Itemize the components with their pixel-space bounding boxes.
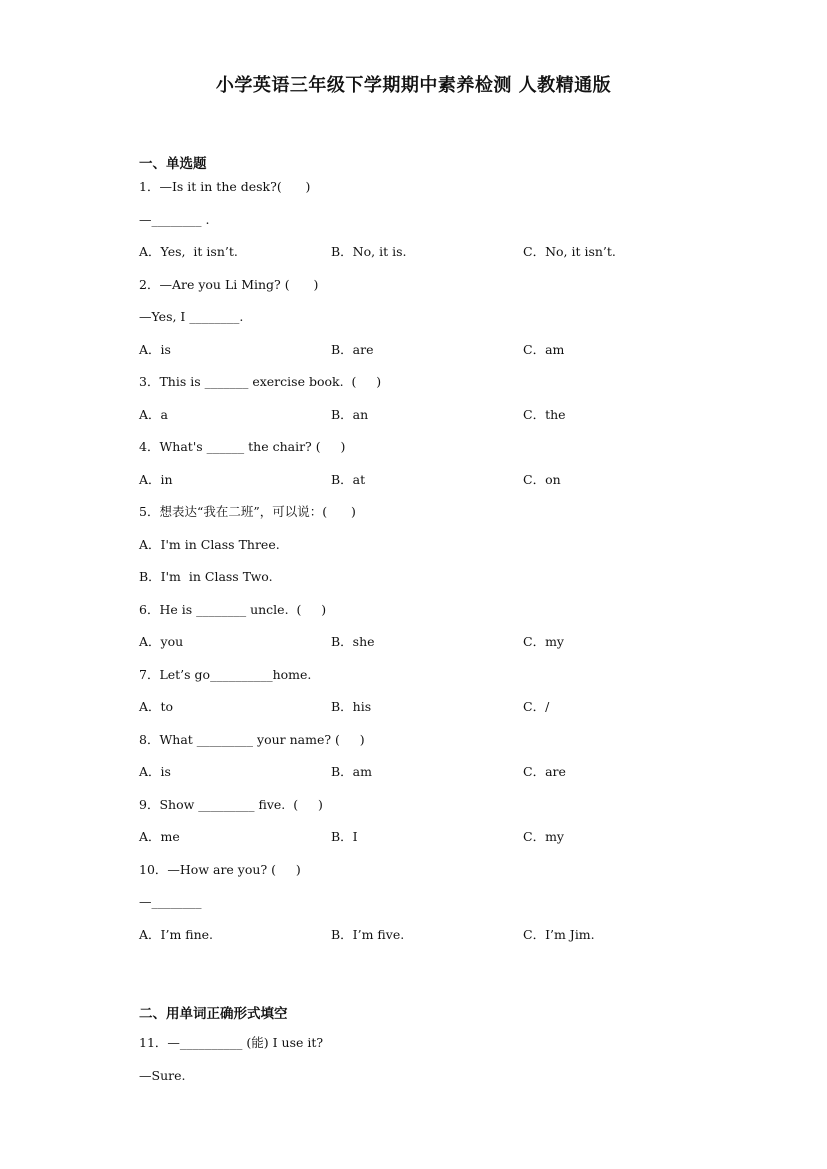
- q3-option-a: A．a: [139, 407, 168, 422]
- section-heading-word-form: 二、用单词正确形式填空: [139, 1006, 288, 1022]
- q1-option-b: B．No, it is.: [331, 244, 407, 259]
- q5-option-a: A．I'm in Class Three.: [139, 537, 280, 552]
- q3-option-b: B．an: [331, 407, 369, 422]
- question-10: 10．—How are you? ( ): [139, 862, 301, 877]
- question-7: 7．Let’s go__________home.: [139, 667, 312, 682]
- q8-option-b: B．am: [331, 764, 372, 779]
- q10-option-a: A．I’m fine.: [139, 927, 214, 942]
- q6-option-b: B．she: [331, 634, 375, 649]
- question-2-answer: —Yes, I ________.: [139, 309, 244, 324]
- question-3: 3．This is _______ exercise book. ( ): [139, 374, 382, 389]
- question-8: 8．What _________ your name? ( ): [139, 732, 365, 747]
- q10-option-c: C．I’m Jim.: [523, 927, 595, 942]
- question-11-answer: —Sure.: [139, 1068, 186, 1083]
- q2-option-a: A．is: [139, 342, 171, 357]
- question-4: 4．What's ______ the chair? ( ): [139, 439, 346, 454]
- q6-option-c: C．my: [523, 634, 564, 649]
- q8-option-a: A．is: [139, 764, 171, 779]
- question-10-answer: —________: [139, 894, 202, 909]
- q4-option-a: A．in: [139, 472, 173, 487]
- q8-option-c: C．are: [523, 764, 566, 779]
- question-6: 6．He is ________ uncle. ( ): [139, 602, 327, 617]
- q2-option-b: B．are: [331, 342, 374, 357]
- q9-option-c: C．my: [523, 829, 564, 844]
- q7-option-a: A．to: [139, 699, 174, 714]
- question-1: 1．—Is it in the desk?( ): [139, 179, 311, 194]
- q3-option-c: C．the: [523, 407, 566, 422]
- q10-option-b: B．I’m five.: [331, 927, 405, 942]
- q9-option-a: A．me: [139, 829, 180, 844]
- q5-option-b: B．I'm in Class Two.: [139, 569, 273, 584]
- q9-option-b: B．I: [331, 829, 358, 844]
- question-2: 2．—Are you Li Ming? ( ): [139, 277, 319, 292]
- q6-option-a: A．you: [139, 634, 184, 649]
- q7-option-c: C．/: [523, 699, 550, 714]
- q4-option-c: C．on: [523, 472, 561, 487]
- q1-option-c: C．No, it isn’t.: [523, 244, 616, 259]
- question-1-answer: —________ .: [139, 212, 210, 227]
- q7-option-b: B．his: [331, 699, 372, 714]
- question-11: 11．—__________ (能) I use it?: [139, 1035, 324, 1050]
- question-9: 9．Show _________ five. ( ): [139, 797, 323, 812]
- q2-option-c: C．am: [523, 342, 565, 357]
- q1-option-a: A．Yes, it isn’t.: [139, 244, 238, 259]
- page-title: 小学英语三年级下学期期中素养检测 人教精通版: [215, 75, 612, 96]
- q4-option-b: B．at: [331, 472, 366, 487]
- question-5: 5．想表达“我在二班”，可以说：( ): [139, 504, 356, 519]
- section-heading-single-choice: 一、单选题: [139, 156, 207, 172]
